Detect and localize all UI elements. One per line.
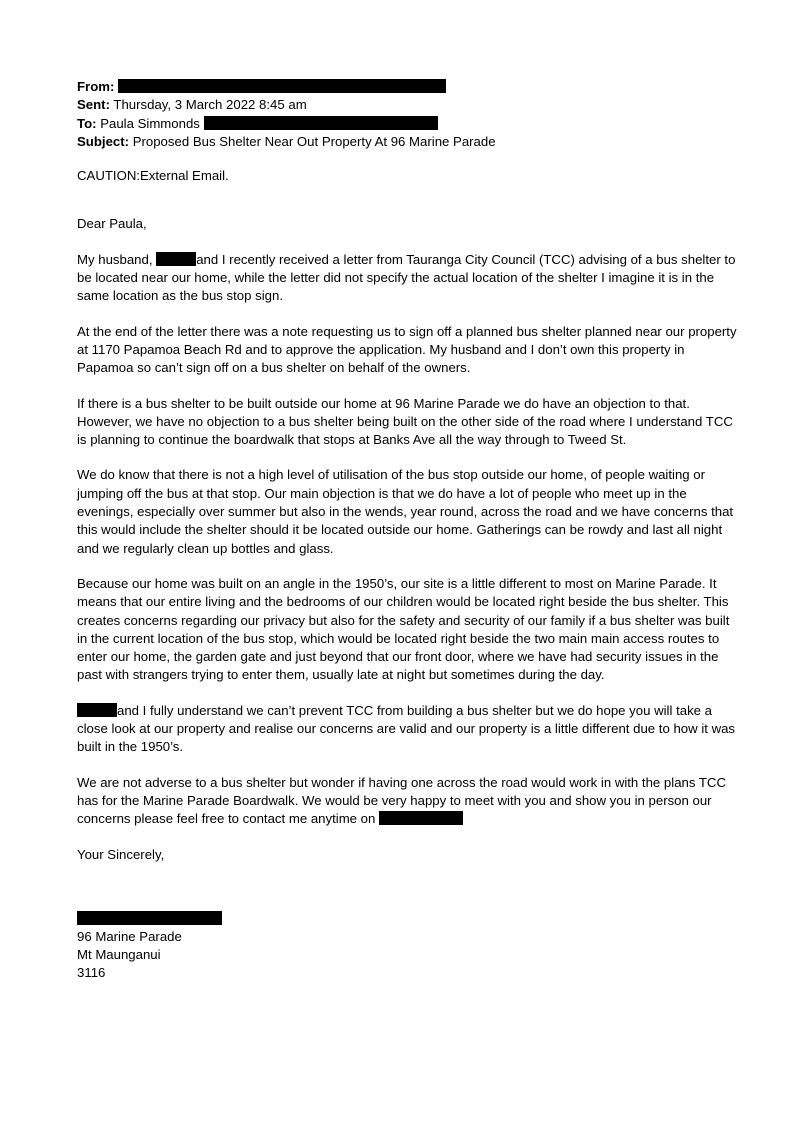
- caution-notice: CAUTION:External Email.: [77, 168, 229, 184]
- address-line-2: Mt Maunganui: [77, 947, 161, 963]
- sent-line: [77, 96, 737, 114]
- sent-value: Thursday, 3 March 2022 8:45 am: [113, 97, 307, 113]
- address-line-3: 3116: [77, 965, 106, 981]
- sent-label: Sent:: [77, 97, 110, 113]
- paragraph-4: We do know that there is not a high level of utilisation of the bus stop outside our home, of people waiting or jumping off the bus at that stop. Our main objection is that we do have a lot of people who meet up in the evenings, especially over summer but also in the wends, year round, across the road and we have concerns that this would include the shelter should it be located outside our home. Gatherings can be rowdy and last all night and we regularly clean up bottles and glass.: [77, 467, 734, 556]
- paragraph-2: At the end of the letter there was a note requesting us to sign off a planned bus shelter planned near our property at 1170 Papamoa Beach Rd and to approve the application. My husband and I don’t own this property in Papamoa so can’t sign off on a bus shelter on behalf of the owners.: [77, 323, 737, 376]
- from-line: [77, 78, 737, 96]
- paragraph-7-text: We are not adverse to a bus shelter but wonder if having one across the road would work in with the plans TCC has for the Marine Parade Boardwalk. We would be very happy to meet with you and show you in person our concerns please feel free to contact me anytime on: [77, 774, 726, 827]
- paragraph-1-start: My husband,: [77, 251, 153, 267]
- from-label: From:: [77, 79, 115, 94]
- redacted-husband-name: [156, 252, 196, 266]
- paragraph-1-rest: and I recently received a letter from Tauranga City Council (TCC) advising of a bus shelter to be located near our home, while the letter did not specify the actual location of the shelter I imagine it is in the same location as the bus stop sign.: [77, 251, 736, 304]
- email-document: [77, 78, 737, 983]
- redacted-phone-number: [379, 811, 463, 825]
- paragraph-1: [77, 251, 737, 306]
- subject-line: [77, 133, 737, 151]
- paragraph-3: If there is a bus shelter to be built outside our home at 96 Marine Parade we do have an objection to that. However, we have no objection to a bus shelter being built on the other side of the road where I understand TCC is planning to continue the boardwalk that stops at Banks Ave all the way through to Tweed St.: [77, 395, 733, 448]
- to-line: [77, 115, 737, 133]
- closing: Your Sincerely,: [77, 846, 165, 862]
- redacted-sender: [118, 79, 446, 93]
- subject-label: Subject:: [77, 133, 130, 149]
- redacted-name: [77, 703, 117, 717]
- to-value: Paula Simmonds: [100, 115, 200, 131]
- paragraph-6: [77, 702, 737, 757]
- paragraph-5: Because our home was built on an angle in the 1950’s, our site is a little different to most on Marine Parade. It means that our entire living and the bedrooms of our children would be located right beside the bus shelter. This creates concerns regarding our privacy but also for the safety and security of our family if a bus shelter was built in the current location of the bus stop, which would be located right beside the two main main access routes to enter our home, the garden gate and just beyond that our front door, where we have had security issues in the past with strangers trying to enter them, usually late at night but sometimes during the day.: [77, 575, 730, 683]
- paragraph-6-text: and I fully understand we can’t prevent TCC from building a bus shelter but we do hope you will take a close look at our property and realise our concerns are valid and our property is a little different due to how it was built in the 1950’s.: [77, 702, 736, 755]
- redacted-recipient-email: [204, 116, 438, 130]
- redacted-signature-name: [77, 911, 222, 925]
- subject-value: Proposed Bus Shelter Near Out Property At 96 Marine Parade: [132, 133, 496, 149]
- paragraph-7: [77, 774, 737, 829]
- address-line-1: 96 Marine Parade: [77, 928, 182, 944]
- to-label: To:: [77, 115, 97, 131]
- greeting: Dear Paula,: [77, 216, 147, 232]
